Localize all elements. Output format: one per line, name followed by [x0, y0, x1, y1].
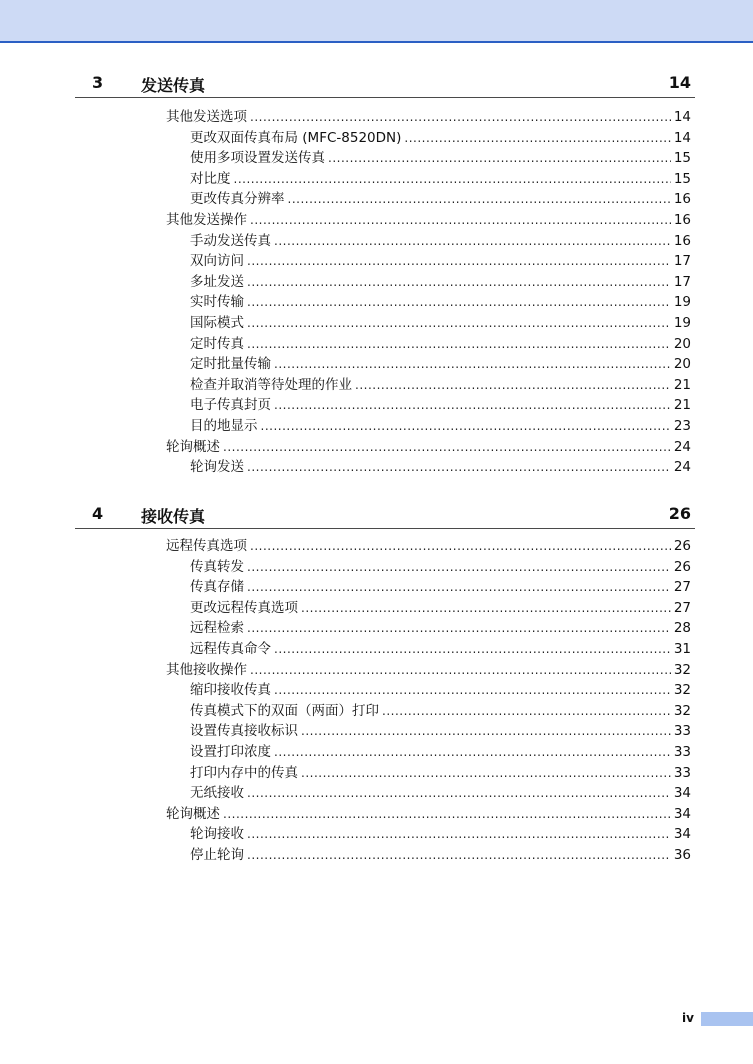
- toc-leader-dots: [274, 680, 671, 700]
- toc-leader-dots: [274, 354, 671, 374]
- toc-subentry[interactable]: [190, 292, 691, 312]
- toc-leader-dots: [301, 763, 671, 783]
- toc-entry-label: 国际模式: [190, 315, 244, 331]
- toc-entry-page: 24: [673, 438, 691, 455]
- toc-entry-page: 20: [673, 335, 691, 352]
- toc-entry-label: 传真存储: [190, 579, 244, 596]
- toc-leader-dots: [247, 557, 671, 577]
- toc-entry-page: 14: [673, 129, 691, 146]
- toc-entry-page: 36: [673, 847, 691, 863]
- toc-entry-page: 27: [673, 599, 691, 616]
- toc-section-entry[interactable]: [166, 804, 691, 824]
- toc-leader-dots: [247, 272, 671, 292]
- toc-entry-label: 远程传真选项: [166, 538, 247, 554]
- toc-entry-label: 停止轮询: [190, 847, 244, 863]
- chapter-heading[interactable]: [75, 73, 695, 98]
- toc-leader-dots: [355, 375, 671, 395]
- toc-leader-dots: [247, 457, 671, 477]
- toc-leader-dots: [247, 824, 671, 844]
- toc-leader-dots: [247, 618, 671, 638]
- toc-entry-page: 17: [673, 273, 691, 290]
- toc-subentry[interactable]: [190, 577, 691, 597]
- toc-leader-dots: [274, 395, 671, 415]
- chapter-page: 14: [668, 73, 691, 92]
- toc-entry-page: 15: [673, 150, 691, 167]
- toc-subentry[interactable]: [190, 395, 691, 415]
- toc-leader-dots: [328, 148, 671, 168]
- toc-entry-label: 实时传输: [190, 294, 244, 311]
- toc-entry-label: 其他接收操作: [166, 661, 247, 678]
- toc-entry-page: 21: [673, 397, 691, 414]
- toc-subentry[interactable]: [190, 639, 691, 659]
- toc-leader-dots: [250, 210, 671, 230]
- chapter-number: 4: [92, 504, 104, 523]
- toc-subentry[interactable]: [190, 557, 691, 577]
- toc-entry-page: 31: [673, 641, 691, 657]
- toc-entry-label: 远程传真命令: [190, 641, 271, 657]
- toc-leader-dots: [247, 783, 671, 803]
- toc-entry-page: 33: [673, 764, 691, 781]
- toc-section-entry[interactable]: [166, 536, 691, 556]
- toc-entry-page: 21: [673, 376, 691, 393]
- toc-entry-page: 14: [673, 109, 691, 125]
- toc-entry-page: 32: [673, 682, 691, 699]
- toc-entry-page: 33: [673, 723, 691, 740]
- toc-entry-page: 32: [673, 702, 691, 719]
- toc-subentry[interactable]: [190, 169, 691, 189]
- toc-subentry[interactable]: [190, 416, 691, 436]
- toc-leader-dots: [250, 107, 671, 127]
- page-tab: [701, 1012, 753, 1026]
- toc-leader-dots: [247, 845, 671, 865]
- toc-subentry[interactable]: [190, 128, 691, 148]
- toc-entry-page: 19: [673, 315, 691, 331]
- toc-subentry[interactable]: [190, 313, 691, 333]
- toc-entry-page: 20: [673, 356, 691, 373]
- toc-subentry[interactable]: [190, 231, 691, 251]
- toc-entry-label: 远程检索: [190, 620, 244, 637]
- toc-entry-page: 34: [673, 785, 691, 802]
- toc-subentry[interactable]: [190, 354, 691, 374]
- toc-leader-dots: [247, 251, 671, 271]
- toc-entry-page: 16: [673, 212, 691, 228]
- toc-entry-page: 33: [673, 744, 691, 760]
- toc-entry-page: 23: [673, 418, 691, 434]
- toc-section-entry[interactable]: [166, 107, 691, 127]
- toc-subentry[interactable]: [190, 251, 691, 271]
- toc-entry-page: 16: [673, 191, 691, 208]
- chapter-page: 26: [668, 504, 691, 523]
- toc-leader-dots: [250, 660, 671, 680]
- chapter-number: 3: [92, 73, 104, 92]
- toc-entry-label: 电子传真封页: [190, 397, 271, 414]
- toc-entry-label: 轮询概述: [166, 438, 220, 455]
- chapter-heading[interactable]: [75, 504, 695, 529]
- toc-entry-label: 定时传真: [190, 335, 244, 352]
- toc-entry-page: 28: [673, 620, 691, 637]
- toc-leader-dots: [301, 598, 671, 618]
- toc-entry-label: 轮询接收: [190, 826, 244, 843]
- toc-entry-label: 传真模式下的双面（两面）打印: [190, 702, 379, 719]
- toc-subentry[interactable]: [190, 618, 691, 638]
- toc-entry-page: 19: [673, 294, 691, 311]
- toc-subentry[interactable]: [190, 742, 691, 762]
- toc-entry-page: 15: [673, 170, 691, 187]
- toc-subentry[interactable]: [190, 783, 691, 803]
- toc-subentry[interactable]: [190, 763, 691, 783]
- toc-subentry[interactable]: [190, 272, 691, 292]
- toc-leader-dots: [247, 577, 671, 597]
- toc-section-entry[interactable]: [166, 437, 691, 457]
- toc-entry-label: 其他发送选项: [166, 109, 247, 125]
- toc-leader-dots: [247, 292, 671, 312]
- toc-leader-dots: [274, 639, 671, 659]
- toc-leader-dots: [382, 701, 671, 721]
- toc-entry-label: 传真转发: [190, 558, 244, 575]
- chapter-title: 发送传真: [141, 76, 206, 95]
- toc-subentry[interactable]: [190, 375, 691, 395]
- toc-entry-page: 26: [673, 558, 691, 575]
- toc-entry-page: 26: [673, 538, 691, 554]
- toc-leader-dots: [223, 804, 671, 824]
- toc-entry-label: 定时批量传输: [190, 356, 271, 373]
- toc-subentry[interactable]: [190, 701, 691, 721]
- toc-entry-label: 设置打印浓度: [190, 744, 271, 760]
- toc-entry-label: 其他发送操作: [166, 212, 247, 228]
- toc-leader-dots: [234, 169, 671, 189]
- toc-entry-label: 双向访问: [190, 253, 244, 270]
- toc-entry-label: 轮询概述: [166, 805, 220, 822]
- toc-entry-page: 24: [673, 459, 691, 476]
- toc-entry-label: 多址发送: [190, 273, 244, 290]
- toc-entry-label: 缩印接收传真: [190, 682, 271, 699]
- toc-entry-label: 使用多项设置发送传真: [190, 150, 325, 167]
- toc-leader-dots: [247, 334, 671, 354]
- toc-entry-page: 17: [673, 253, 691, 270]
- toc-entry-label: 打印内存中的传真: [190, 764, 298, 781]
- toc-leader-dots: [223, 437, 671, 457]
- toc-subentry[interactable]: [190, 189, 691, 209]
- toc-entry-label: 设置传真接收标识: [190, 723, 298, 740]
- toc-entry-label: 目的地显示: [190, 418, 258, 434]
- toc-leader-dots: [274, 231, 671, 251]
- toc-subentry[interactable]: [190, 148, 691, 168]
- toc-entry-label: 检查并取消等待处理的作业: [190, 376, 352, 393]
- toc-entry-page: 34: [673, 805, 691, 822]
- toc-subentry[interactable]: [190, 845, 691, 865]
- toc-section-entry[interactable]: [166, 210, 691, 230]
- toc-leader-dots: [250, 536, 671, 556]
- toc-entry-label: 无纸接收: [190, 785, 244, 802]
- toc-leader-dots: [288, 189, 671, 209]
- toc-leader-dots: [301, 721, 671, 741]
- toc-subentry[interactable]: [190, 680, 691, 700]
- toc-entry-label: 更改远程传真选项: [190, 599, 298, 616]
- toc-entry-label: 更改传真分辨率: [190, 191, 285, 208]
- toc-subentry[interactable]: [190, 598, 691, 618]
- toc-leader-dots: [404, 128, 670, 148]
- toc-entry-page: 32: [673, 661, 691, 678]
- toc-entry-page: 34: [673, 826, 691, 843]
- toc-entry-label: 轮询发送: [190, 459, 244, 476]
- toc-leader-dots: [274, 742, 671, 762]
- toc-subentry[interactable]: [190, 824, 691, 844]
- toc-section-entry[interactable]: [166, 660, 691, 680]
- toc-subentry[interactable]: [190, 457, 691, 477]
- toc-leader-dots: [247, 313, 671, 333]
- toc-entry-label: 对比度: [190, 170, 231, 187]
- page-number: iv: [682, 1011, 694, 1025]
- toc-leader-dots: [261, 416, 671, 436]
- toc-entry-label: 手动发送传真: [190, 232, 271, 249]
- chapter-title: 接收传真: [141, 507, 206, 526]
- toc-entry-page: 27: [673, 579, 691, 596]
- toc-entry-page: 16: [673, 232, 691, 249]
- toc-subentry[interactable]: [190, 721, 691, 741]
- toc-entry-label: 更改双面传真布局 (MFC-8520DN): [190, 129, 402, 146]
- header-band: [0, 0, 753, 43]
- toc-subentry[interactable]: [190, 334, 691, 354]
